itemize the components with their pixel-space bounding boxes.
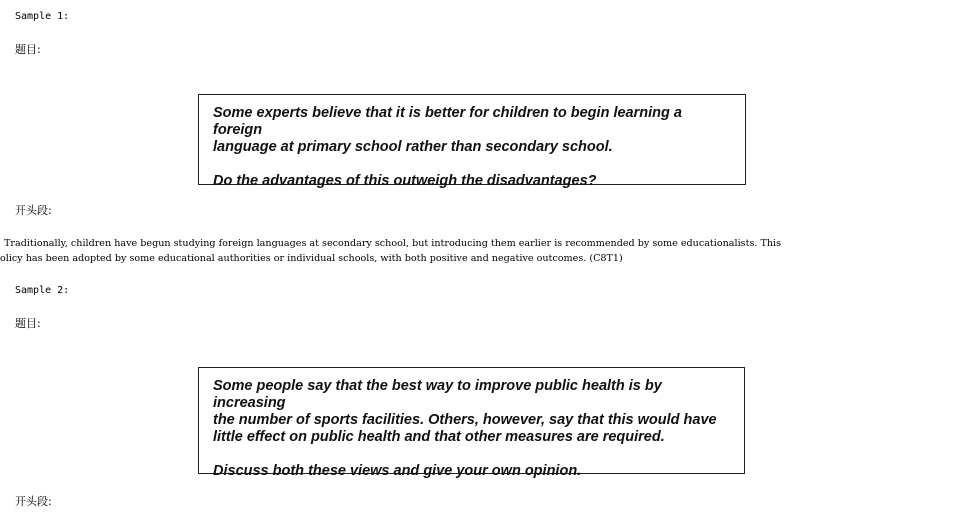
- sample-2-prompt-line1: Some people say that the best way to improve public health is by increasing: [213, 378, 662, 411]
- sample-2-prompt-box: [198, 367, 745, 479]
- sample-1-topic-label: 题目:: [15, 43, 41, 56]
- sample-2-prompt-line2: the number of sports facilities. Others, however, say that this would have: [213, 412, 717, 428]
- sample-1-prompt-box: [198, 94, 746, 189]
- sample-2-label: Sample 2:: [15, 285, 70, 296]
- sample-1-opening-line1: Traditionally, children have begun studying foreign languages at secondary school, but introducing them earlier is recommended by some educationalists. This: [4, 238, 782, 249]
- sample-1-prompt-line1: Some experts believe that it is better for children to begin learning a foreign: [213, 105, 682, 138]
- sample-1-question: Do the advantages of this outweigh the disadvantages?: [213, 173, 597, 189]
- sample-1-opening-label: 开头段:: [15, 204, 52, 217]
- sample-2-prompt-line3: little effect on public health and that other measures are required.: [213, 429, 665, 445]
- sample-2-opening-label: 开头段:: [15, 495, 52, 508]
- sample-1-prompt-line2: language at primary school rather than secondary school.: [213, 139, 613, 155]
- sample-2-question: Discuss both these views and give your own opinion.: [213, 463, 582, 479]
- sample-2-topic-label: 题目:: [15, 317, 41, 330]
- sample-1-label: Sample 1:: [15, 11, 70, 22]
- sample-1-opening-line2: olicy has been adopted by some educational authorities or individual schools, with both positive and negative outcomes. (C8T1): [0, 253, 623, 264]
